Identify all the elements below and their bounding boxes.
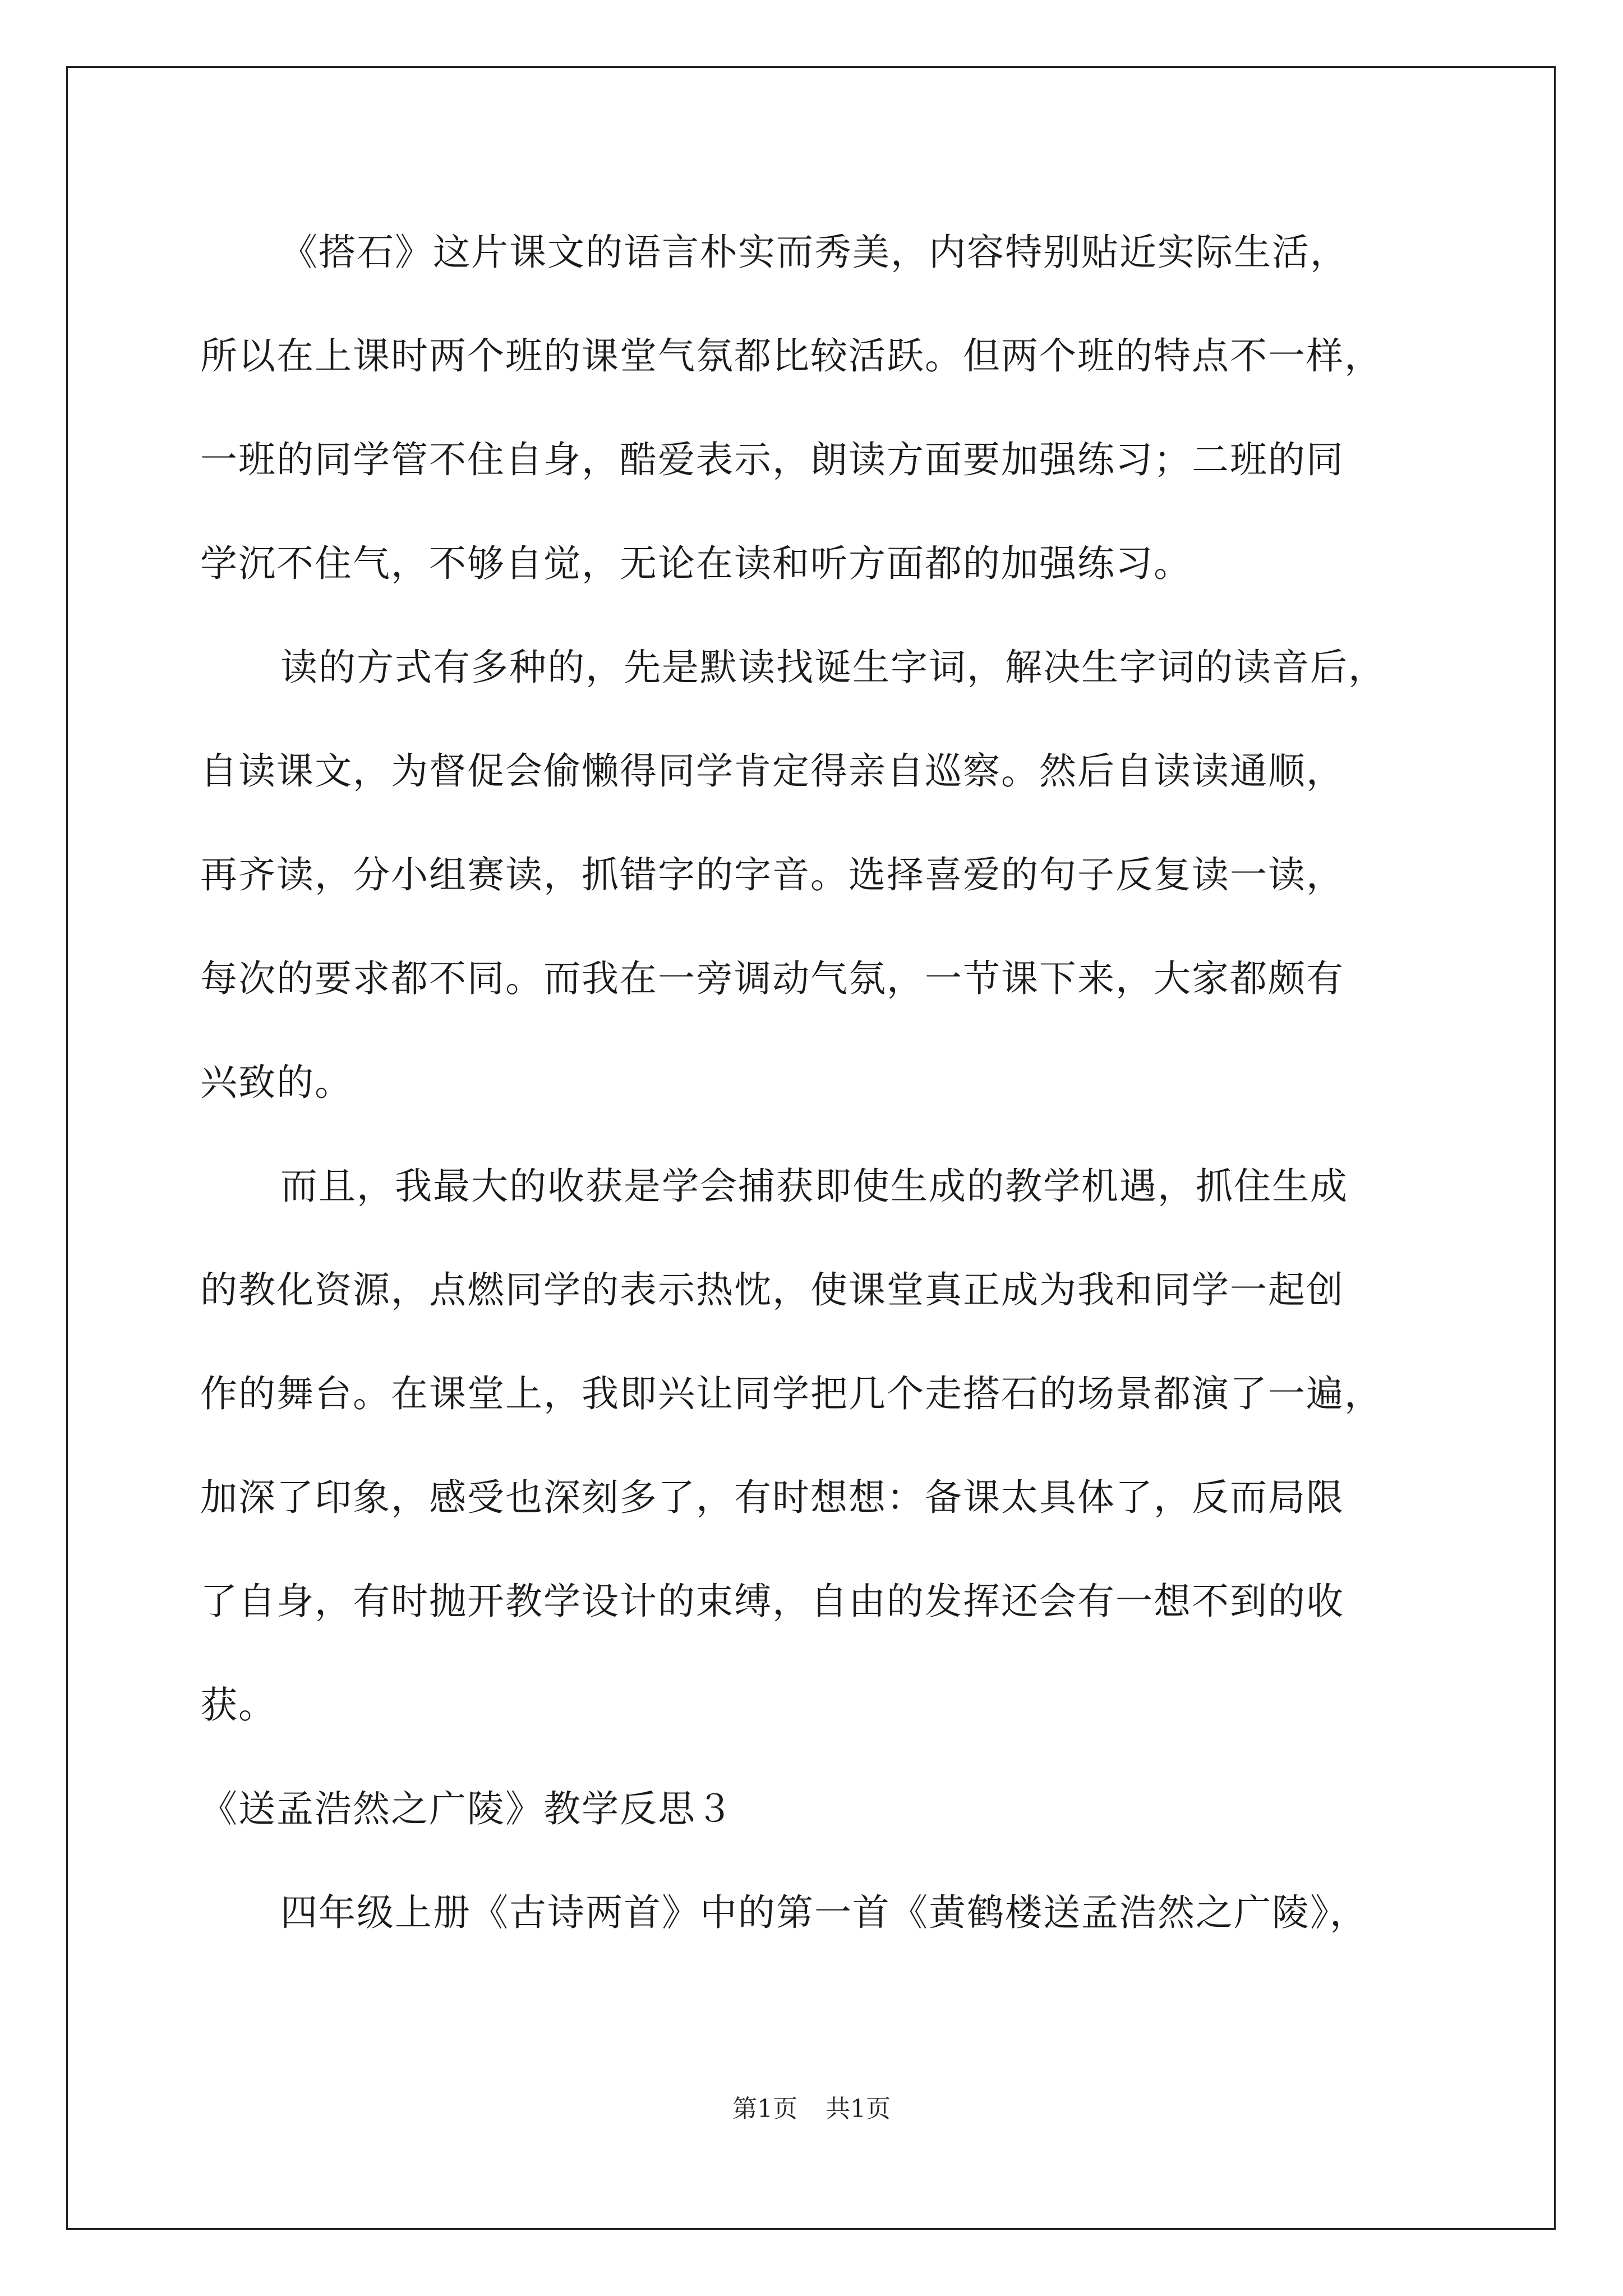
paragraph-3-line-3: 作的舞台。在课堂上，我即兴让同学把几个走搭石的场景都演了一遍， (200, 1372, 1382, 1415)
paragraph-1-line-2: 所以在上课时两个班的课堂气氛都比较活跃。但两个班的特点不一样， (200, 334, 1382, 378)
paragraph-2-line-3: 再齐读，分小组赛读，抓错字的字音。选择喜爱的句子反复读一读， (200, 853, 1344, 896)
paragraph-2-line-5: 兴致的。 (200, 1061, 353, 1104)
paragraph-3-line-1: 而且，我最大的收获是学会捕获即使生成的教学机遇，抓住生成 (280, 1165, 1348, 1208)
page-total: 共1页 (826, 2095, 891, 2123)
paragraph-2-line-4: 每次的要求都不同。而我在一旁调动气氛，一节课下来，大家都颇有 (200, 957, 1344, 1000)
page-footer (0, 2093, 1623, 2125)
page-number: 第1页 (732, 2095, 797, 2123)
final-paragraph-line-1: 四年级上册《古诗两首》中的第一首《黄鹤楼送孟浩然之广陵》， (280, 1891, 1368, 1934)
paragraph-3-line-4: 加深了印象，感受也深刻多了，有时想想：备课太具体了，反而局限 (200, 1476, 1344, 1519)
paragraph-1-line-1: 《搭石》这片课文的语言朴实而秀美，内容特别贴近实际生活， (280, 231, 1348, 274)
paragraph-2-line-2: 自读课文，为督促会偷懒得同学肯定得亲自巡察。然后自读读通顺， (200, 749, 1344, 793)
section-heading: 《送孟浩然之广陵》教学反思３ (200, 1787, 734, 1830)
paragraph-1-line-3: 一班的同学管不住自身，酷爱表示，朗读方面要加强练习；二班的同 (200, 438, 1344, 481)
paragraph-3-line-2: 的教化资源，点燃同学的表示热忱，使课堂真正成为我和同学一起创 (200, 1268, 1344, 1312)
paragraph-1-line-4: 学沉不住气，不够自觉，无论在读和听方面都的加强练习。 (200, 542, 1192, 585)
paragraph-3-line-6: 获。 (200, 1683, 276, 1727)
paragraph-3-line-5: 了自身，有时抛开教学设计的束缚，自由的发挥还会有一想不到的收 (200, 1580, 1344, 1623)
paragraph-2-line-1: 读的方式有多种的，先是默读找诞生字词，解决生字词的读音后， (280, 646, 1386, 689)
